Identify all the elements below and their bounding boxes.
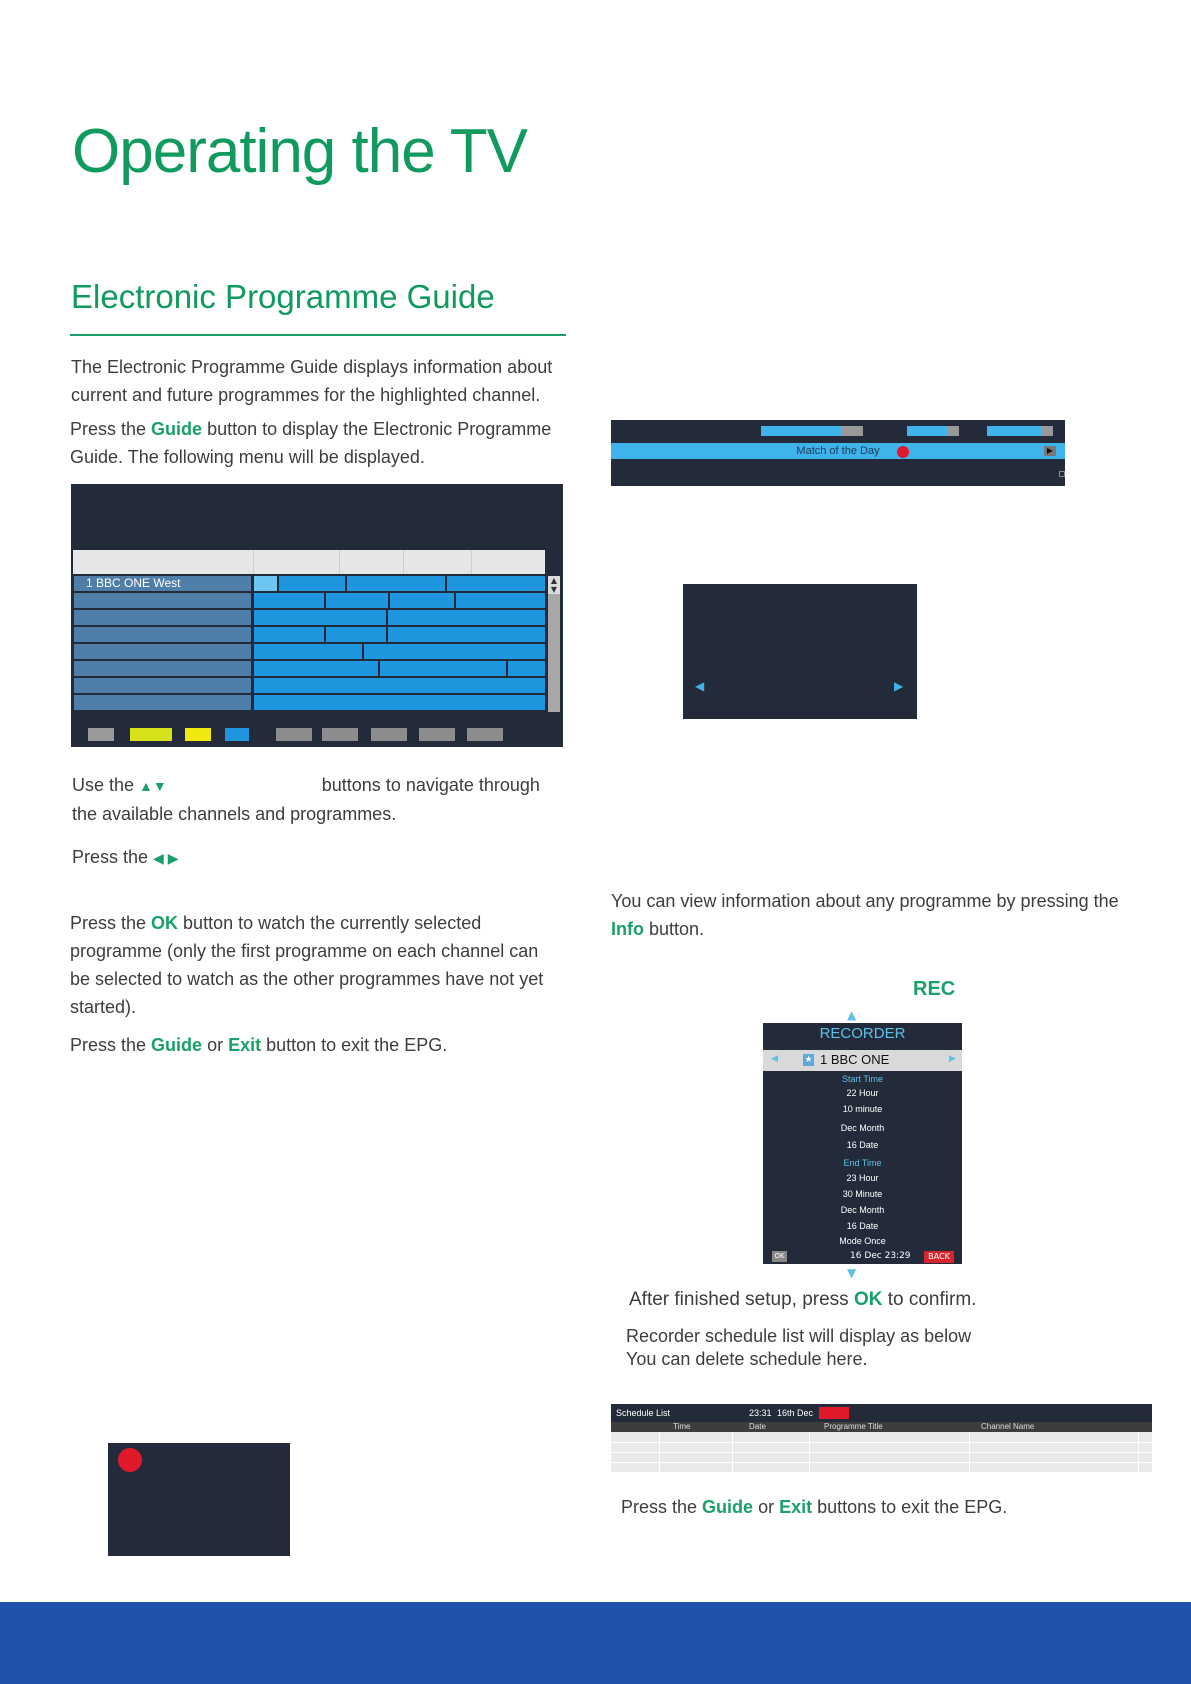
schedule-list-title: Schedule List [616, 1408, 671, 1418]
epg-scrollbar[interactable] [548, 576, 560, 712]
info-progress-bar [841, 426, 863, 436]
recorder-channel-name: 1 BBC ONE [820, 1052, 890, 1067]
schedule-list [611, 1404, 1152, 1472]
schedule-note: Recorder schedule list will display as below You can delete schedule here. [626, 1326, 972, 1369]
recorder-field[interactable]: 30 Minute [842, 1189, 883, 1199]
section-title: Electronic Programme Guide [71, 278, 495, 315]
epg-programme-cell[interactable] [447, 576, 545, 591]
schedule-list-header [611, 1404, 1152, 1422]
guide-instruction: Press the Guide button to display the Electronic Programme Guide. The following menu will be displayed. [70, 419, 552, 467]
column-channel-name: Channel Name [981, 1422, 1035, 1431]
epg-channel-row[interactable] [74, 695, 251, 710]
schedule-columns [611, 1422, 1152, 1432]
info-progress-bar [987, 426, 1041, 436]
epg-programme-cell[interactable] [326, 627, 386, 642]
ok-instruction: Press the OK button to watch the currently selected programme (only the first programme on each channel can be selected to watch as the other programmes have not yet started). [70, 913, 544, 1017]
rec-button-label: REC [913, 978, 956, 1000]
epg-screen [71, 484, 563, 747]
right-arrow-icon[interactable]: ▶ [894, 679, 904, 693]
left-arrow-icon[interactable]: ◀ [771, 1054, 778, 1064]
intro-paragraph: The Electronic Programme Guide displays information about current and future programmes for the highlighted channel. [71, 357, 553, 405]
recorder-field[interactable]: Dec Month [840, 1123, 885, 1133]
epg-programme-cell[interactable] [254, 627, 324, 642]
exit-instruction-right: Press the Guide or Exit buttons to exit the EPG. [621, 1497, 1008, 1517]
record-preview-box [108, 1443, 290, 1556]
recorder-field[interactable]: 16 Date [846, 1221, 879, 1231]
epg-scroll-arrows-icon[interactable]: ▲ ▼ [548, 576, 560, 594]
info-progress-bar [761, 426, 841, 436]
epg-key-button[interactable] [371, 728, 407, 741]
epg-programme-cell[interactable] [388, 610, 545, 625]
epg-programme-cell[interactable] [364, 644, 545, 659]
epg-programme-cell[interactable] [388, 627, 545, 642]
epg-programme-cell[interactable] [508, 661, 545, 676]
record-dot-icon [118, 1448, 142, 1472]
programme-detail-box [683, 584, 917, 719]
info-instruction: You can view information about any programme by pressing the Info button. [611, 891, 1119, 939]
epg-key-button[interactable] [276, 728, 312, 741]
recorder-ok-button[interactable]: OK [772, 1251, 787, 1262]
left-right-arrows-icon: ◀ ▶ [153, 850, 179, 866]
column-programme-title: Programme Title [824, 1422, 883, 1431]
info-programme-row[interactable] [611, 443, 1065, 459]
info-banner [611, 420, 1065, 486]
epg-channel-row[interactable] [74, 610, 251, 625]
page-title: Operating the TV [72, 117, 528, 186]
recorder-field: Start Time [841, 1074, 883, 1084]
epg-key-button[interactable] [225, 728, 249, 741]
epg-channel-row[interactable] [74, 678, 251, 693]
play-icon[interactable]: ▶ [1044, 446, 1056, 456]
corner-icon [1059, 471, 1065, 477]
confirm-instruction: After finished setup, press OK to confirm. [629, 1289, 977, 1310]
epg-programme-cell[interactable] [347, 576, 445, 591]
recorder-field[interactable]: Dec Month [840, 1205, 885, 1215]
epg-programme-cell[interactable] [254, 610, 386, 625]
info-button-label: Info [611, 919, 644, 939]
recorder-panel [763, 1023, 962, 1264]
confirm-ok-label: OK [853, 1289, 883, 1310]
info-programme-title: Match of the Day [796, 445, 880, 457]
schedule-clock: 23:31 [749, 1408, 772, 1418]
epg-programme-cell[interactable] [279, 576, 345, 591]
epg-programme-cell[interactable] [254, 593, 324, 608]
epg-programme-cell[interactable] [254, 661, 378, 676]
schedule-date: 16th Dec [777, 1408, 814, 1418]
recorder-datetime: 16 Dec 23:29 [850, 1251, 911, 1261]
epg-key-button[interactable] [88, 728, 114, 741]
recorder-field[interactable]: 10 minute [842, 1104, 883, 1114]
down-arrow-icon[interactable]: ▼ [847, 1266, 857, 1280]
epg-channel-row[interactable] [74, 644, 251, 659]
star-icon: ★ [804, 1055, 813, 1065]
column-time: Time [673, 1422, 691, 1431]
epg-key-button[interactable] [130, 728, 172, 741]
epg-channel-row[interactable] [74, 627, 251, 642]
epg-time-header [73, 550, 545, 574]
up-arrow-icon[interactable]: ▲ [847, 1008, 857, 1022]
section-divider [70, 334, 566, 336]
left-arrow-icon[interactable]: ◀ [695, 679, 705, 693]
epg-key-button[interactable] [467, 728, 503, 741]
info-progress-bar [947, 426, 959, 436]
recorder-field: End Time [843, 1158, 882, 1168]
recorder-field[interactable]: 22 Hour [846, 1088, 879, 1098]
recorder-title: RECORDER [819, 1025, 906, 1042]
guide-button-label: Guide [151, 419, 203, 439]
epg-programme-cell[interactable] [254, 678, 545, 693]
recorder-field[interactable]: Mode Once [839, 1236, 886, 1246]
recorder-channel-selector[interactable] [763, 1050, 962, 1071]
left-right-instruction: Press the ◀ ▶ [72, 847, 179, 867]
page-footer-band [0, 1602, 1191, 1684]
epg-programme-cell[interactable] [380, 661, 506, 676]
recorder-back-button[interactable]: BACK [924, 1251, 954, 1263]
record-dot-icon [897, 446, 909, 458]
epg-channel-row[interactable]: 1 BBC ONE West [74, 576, 251, 591]
epg-key-button[interactable] [185, 728, 211, 741]
epg-programme-cell[interactable] [254, 576, 277, 591]
epg-programme-cell[interactable] [254, 695, 545, 710]
epg-channel-row[interactable] [74, 593, 251, 608]
exit-instruction-left: Press the Guide or Exit button to exit the EPG. [70, 1035, 448, 1055]
up-down-arrows-icon: ▲▼ [139, 778, 167, 794]
ok-button-label: OK [151, 913, 179, 933]
epg-programme-cell[interactable] [456, 593, 545, 608]
delete-button[interactable] [819, 1407, 849, 1419]
navigate-instruction: Use the ▲▼ buttons to navigate through the available channels and programmes. [72, 775, 540, 824]
right-arrow-icon[interactable]: ▶ [949, 1054, 956, 1064]
epg-programme-cell[interactable] [254, 644, 362, 659]
info-progress-bar [907, 426, 947, 436]
epg-channel-row[interactable] [74, 661, 251, 676]
recorder-field[interactable]: 16 Date [846, 1140, 879, 1150]
column-date: Date [749, 1422, 766, 1431]
info-progress-bar [1041, 426, 1053, 436]
recorder-field[interactable]: 23 Hour [846, 1173, 879, 1183]
epg-programme-cell[interactable] [326, 593, 388, 608]
epg-key-button[interactable] [322, 728, 358, 741]
epg-key-button[interactable] [419, 728, 455, 741]
epg-programme-cell[interactable] [390, 593, 454, 608]
